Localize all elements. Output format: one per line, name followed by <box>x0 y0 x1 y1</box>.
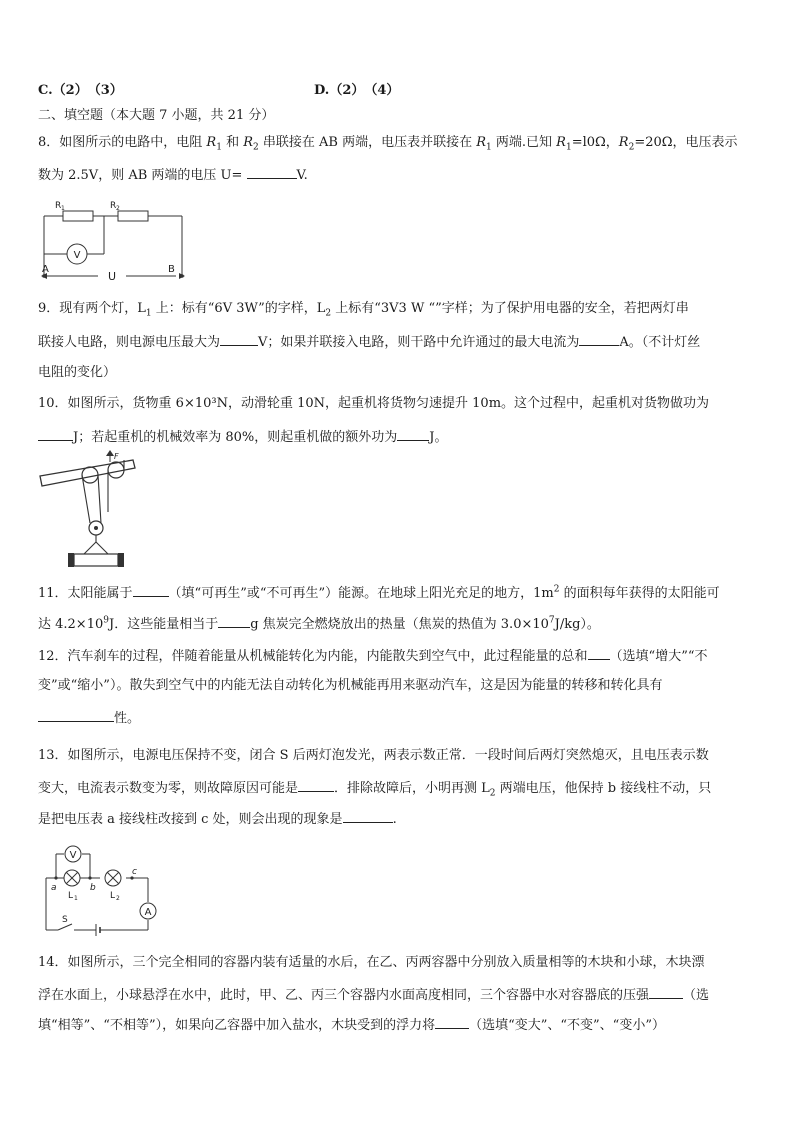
answer-blank[interactable] <box>133 583 169 597</box>
answer-blank[interactable] <box>397 427 429 441</box>
svg-text:U: U <box>108 270 117 283</box>
svg-text:R: R <box>110 201 117 211</box>
svg-text:A: A <box>42 264 49 275</box>
q8-line1: 8．如图所示的电路中，电阻 $R_1$ 和 $R_2$ 串联接在 AB 两端，电压表并联接在 $R_1$ 两端.已知 $R_1=l0\Omega$，$R_2=20\Omega$，电压表示 <box>38 135 738 153</box>
q12-line3: 性。 <box>38 708 140 728</box>
q12-line2: 变”或“缩小”）。散失到空气中的内能无法自动转化为机械能再用来驱动汽车，这是因为能量的转移和转化具有 <box>38 678 663 693</box>
svg-text:2: 2 <box>116 205 120 212</box>
svg-text:b: b <box>90 883 96 893</box>
answer-blank[interactable] <box>579 332 619 346</box>
q13-line2: 变大，电流表示数变为零，则故障原因可能是 ．排除故障后，小明再测 $L_2$ 两端电压，他保持 b 接线柱不动，只 <box>38 778 711 798</box>
svg-text:a: a <box>51 883 57 893</box>
svg-text:c: c <box>132 867 137 877</box>
svg-text:B: B <box>168 264 175 275</box>
svg-text:1: 1 <box>61 205 65 212</box>
answer-blank[interactable] <box>247 165 297 179</box>
option-c: C.（2） （3） <box>38 83 123 98</box>
svg-text:2: 2 <box>116 895 120 902</box>
answer-blank[interactable] <box>220 332 258 346</box>
q9-line1: 9．现有两个灯，$L_1$ 上：标有“6V 3W”的字样，$L_2$ 上标有“3V3 W “”字样；为了保护用电器的安全，若把两灯串 <box>38 301 689 319</box>
q10-crane-diagram <box>38 450 138 572</box>
q13-line1: 13．如图所示，电源电压保持不变，闭合 S 后两灯泡发光，两表示数正常．一段时间后两灯突然熄灭，且电压表示数 <box>38 748 709 763</box>
answer-blank[interactable] <box>649 985 683 999</box>
q14-line2: 浮在水面上，小球悬浮在水中，此时，甲、乙、丙三个容器内水面高度相同，三个容器中水对容器底的压强 （选 <box>38 985 709 1005</box>
answer-blank[interactable] <box>298 778 334 792</box>
answer-blank[interactable] <box>38 427 73 441</box>
svg-text:F: F <box>114 452 119 461</box>
q12-line1: 12．汽车刹车的过程，伴随着能量从机械能转化为内能，内能散失到空气中，此过程能量的总和 （选填“增大”“不 <box>38 646 708 666</box>
svg-text:V: V <box>73 250 81 261</box>
q13-line3: 是把电压表 a 接线柱改接到 c 处，则会出现的现象是 . <box>38 809 397 829</box>
q11-line1: 11．太阳能属于 （填“可再生”或“不可再生”）能源。在地球上阳光充足的地方，$1m^2$ 的面积每年获得的太阳能可 <box>38 584 720 601</box>
option-d: D.（2） （4） <box>314 83 400 98</box>
q9-line3: 电阻的变化） <box>38 365 117 380</box>
q8-line2: 数为 2.5V，则 AB 两端的电压 U= V. <box>38 165 308 185</box>
q8-circuit-diagram <box>38 196 188 288</box>
q13-circuit-diagram <box>38 842 163 937</box>
svg-text:1: 1 <box>74 895 78 902</box>
answer-blank[interactable] <box>435 1015 469 1029</box>
q14-line1: 14．如图所示，三个完全相同的容器内装有适量的水后，在乙、丙两容器中分别放入质量相等的木块和小球，木块漂 <box>38 955 705 970</box>
answer-blank[interactable] <box>343 809 393 823</box>
answer-blank[interactable] <box>218 614 250 628</box>
q14-line3: 填“相等”、“不相等”），如果向乙容器中加入盐水，木块受到的浮力将 （选填“变大”、“不变”、“变小”） <box>38 1015 665 1035</box>
svg-text:S: S <box>62 915 68 925</box>
section-title: 二、填空题（本大题 7 小题，共 21 分） <box>38 108 275 123</box>
q9-line2: 联接人电路，则电源电压最大为 V；如果并联接入电路，则干路中允许通过的最大电流为 A。（不计灯丝 <box>38 332 700 352</box>
svg-text:V: V <box>69 850 77 861</box>
q11-line2: 达 $4.2\times 10^9J$．这些能量相当于 g 焦炭完全燃烧放出的热量（焦炭的热值为 $3.0\times 10^7J/kg$）。 <box>38 615 600 632</box>
q10-line2: J；若起重机的机械效率为 80%，则起重机做的额外功为 J。 <box>38 427 447 447</box>
answer-blank[interactable] <box>38 708 114 722</box>
svg-text:A: A <box>144 907 152 918</box>
q10-line1: 10．如图所示，货物重 6×10³N，动滑轮重 10N，起重机将货物匀速提升 10m。这个过程中，起重机对货物做功为 <box>38 396 710 411</box>
answer-blank[interactable] <box>588 646 610 660</box>
svg-text:R: R <box>55 201 62 211</box>
svg-text:L: L <box>110 891 116 901</box>
svg-text:L: L <box>68 891 74 901</box>
